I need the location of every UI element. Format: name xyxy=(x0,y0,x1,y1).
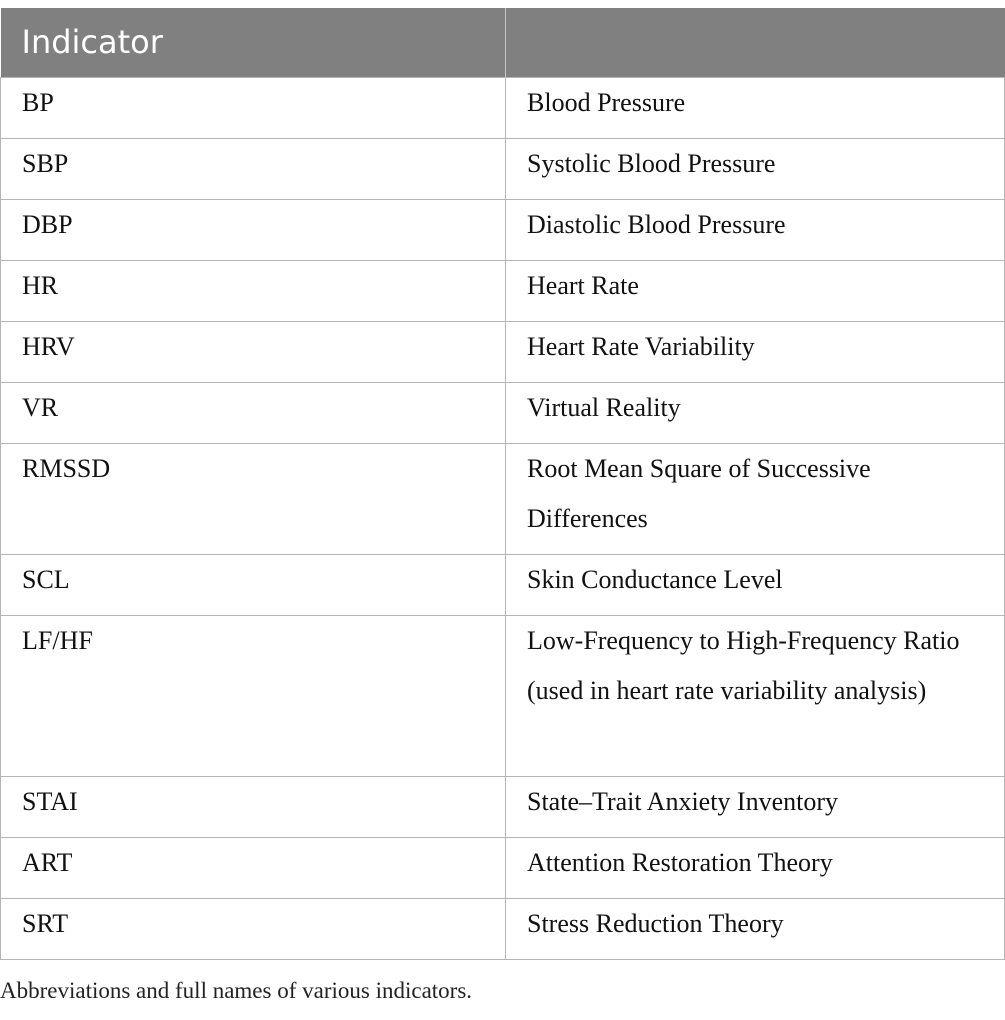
table-row xyxy=(1,776,1005,837)
full-name-cell xyxy=(506,382,1005,443)
full-name-text: Systolic Blood Pressure xyxy=(527,148,776,178)
full-name-text: Low-Frequency to High-Frequency Ratio (used in heart rate variability analysis) xyxy=(527,625,960,705)
abbreviation-text: HR xyxy=(22,270,59,300)
table-row xyxy=(1,898,1005,959)
abbreviation-text: HRV xyxy=(22,331,75,361)
table-row xyxy=(1,199,1005,260)
full-name-text: State–Trait Anxiety Inventory xyxy=(527,786,839,816)
full-name-text: Attention Restoration Theory xyxy=(527,847,833,877)
full-name-cell xyxy=(506,776,1005,837)
abbreviation-cell xyxy=(1,554,506,615)
full-name-cell xyxy=(506,260,1005,321)
abbreviation-cell xyxy=(1,260,506,321)
full-name-cell xyxy=(506,615,1005,776)
abbreviation-text: STAI xyxy=(22,786,78,816)
table-row xyxy=(1,138,1005,199)
abbreviation-text: ART xyxy=(22,847,73,877)
full-name-cell xyxy=(506,443,1005,554)
abbreviation-text: SRT xyxy=(22,908,69,938)
abbreviation-cell xyxy=(1,138,506,199)
table-header-row xyxy=(1,8,1005,77)
header-full-name xyxy=(506,8,1005,77)
full-name-cell xyxy=(506,321,1005,382)
abbreviation-text: SBP xyxy=(22,148,69,178)
full-name-cell xyxy=(506,898,1005,959)
full-name-text: Diastolic Blood Pressure xyxy=(527,209,786,239)
indicator-table xyxy=(0,8,1005,960)
full-name-text: Heart Rate xyxy=(527,270,639,300)
table-row xyxy=(1,615,1005,776)
abbreviation-text: SCL xyxy=(22,564,70,594)
full-name-cell xyxy=(506,837,1005,898)
full-name-cell xyxy=(506,554,1005,615)
abbreviation-text: LF/HF xyxy=(22,625,93,655)
table-caption: Abbreviations and full names of various indicators. xyxy=(0,978,473,1003)
header-indicator: Indicator xyxy=(1,8,506,77)
abbreviation-text: RMSSD xyxy=(22,453,111,483)
abbreviation-cell xyxy=(1,199,506,260)
full-name-cell xyxy=(506,199,1005,260)
abbreviation-cell xyxy=(1,443,506,554)
full-name-cell xyxy=(506,138,1005,199)
indicator-table-container xyxy=(0,8,1004,960)
full-name-cell xyxy=(506,77,1005,138)
table-row xyxy=(1,837,1005,898)
full-name-text: Root Mean Square of Successive Differences xyxy=(527,453,871,533)
table-row xyxy=(1,443,1005,554)
abbreviation-text: VR xyxy=(22,392,59,422)
abbreviation-cell xyxy=(1,776,506,837)
full-name-text: Virtual Reality xyxy=(527,392,681,422)
abbreviation-cell xyxy=(1,77,506,138)
abbreviation-cell xyxy=(1,898,506,959)
full-name-text: Heart Rate Variability xyxy=(527,331,755,361)
table-row xyxy=(1,321,1005,382)
abbreviation-cell xyxy=(1,615,506,776)
abbreviation-cell xyxy=(1,321,506,382)
table-row xyxy=(1,260,1005,321)
table-row xyxy=(1,77,1005,138)
abbreviation-text: BP xyxy=(22,87,54,117)
table-row xyxy=(1,554,1005,615)
full-name-text: Blood Pressure xyxy=(527,87,686,117)
abbreviation-cell xyxy=(1,382,506,443)
full-name-text: Skin Conductance Level xyxy=(527,564,783,594)
abbreviation-text: DBP xyxy=(22,209,73,239)
table-row xyxy=(1,382,1005,443)
abbreviation-cell xyxy=(1,837,506,898)
full-name-text: Stress Reduction Theory xyxy=(527,908,784,938)
